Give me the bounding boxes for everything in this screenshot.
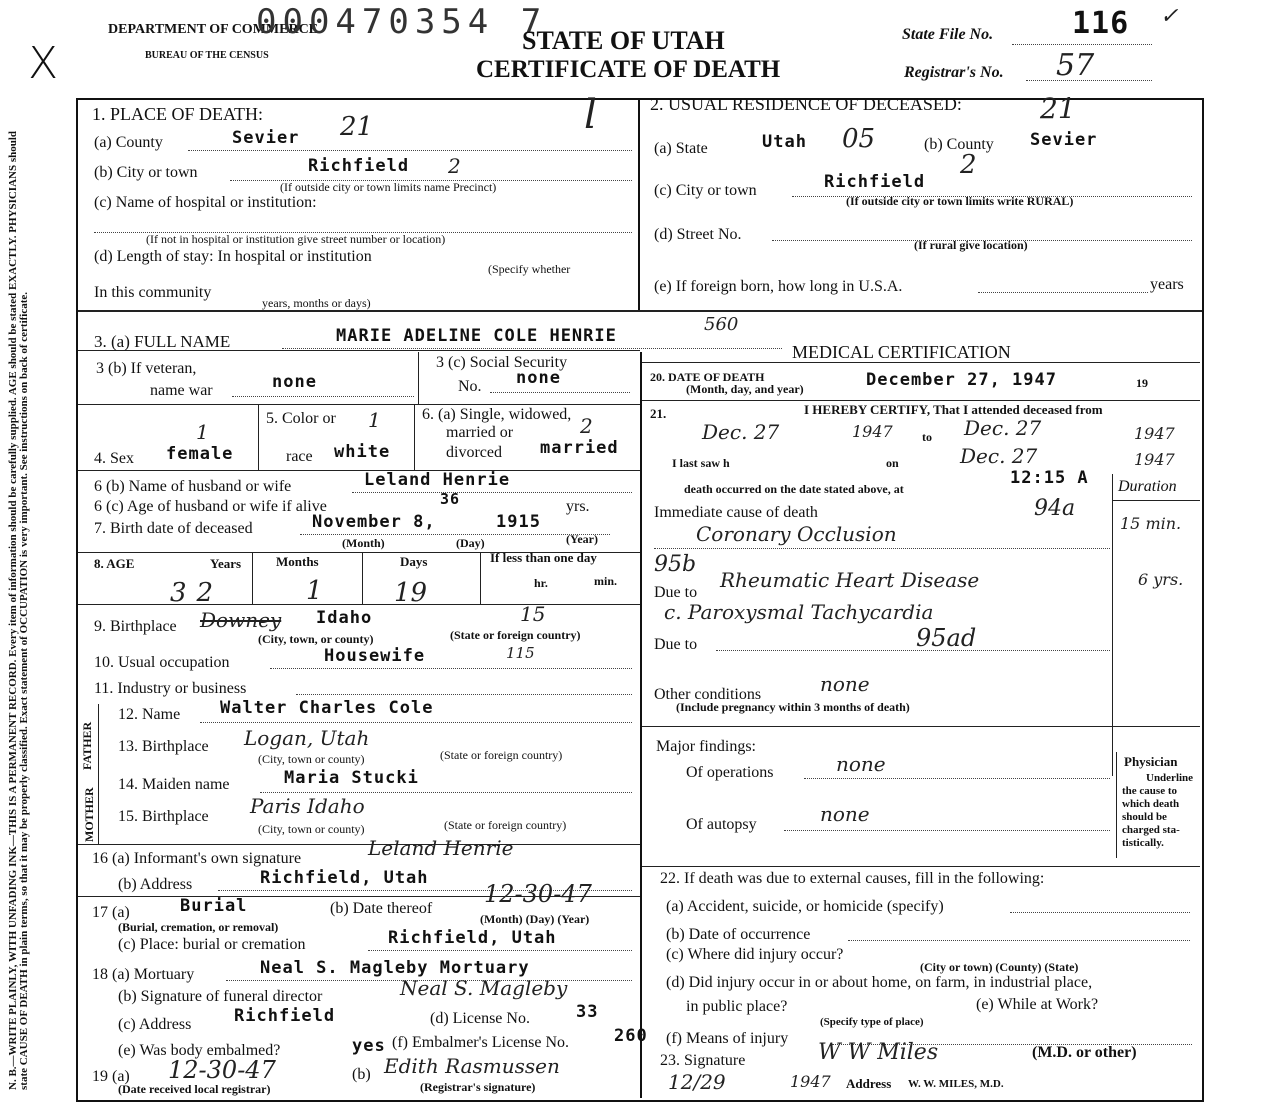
mortuary: Neal S. Magleby Mortuary: [260, 958, 530, 978]
informant-address: Richfield, Utah: [260, 868, 429, 888]
registrar-no: 57: [1056, 48, 1095, 83]
mother-maiden: Maria Stucki: [284, 768, 419, 788]
death-county: Sevier: [232, 128, 300, 148]
age-years: 32: [170, 578, 224, 608]
marital-status: married: [540, 438, 619, 458]
attended-to: Dec. 27: [964, 416, 1042, 440]
age-months: 1: [306, 576, 323, 606]
immediate-cause: Coronary Occlusion: [696, 522, 897, 546]
embalmed: yes: [352, 1036, 386, 1056]
sex: female: [166, 444, 234, 464]
residence-heading: 2. USUAL RESIDENCE OF DECEASED:: [650, 94, 962, 114]
age-days: 19: [394, 578, 428, 608]
death-city: Richfield: [308, 156, 410, 176]
received-date: 12-30-47: [168, 1056, 276, 1084]
certificate-title: CERTIFICATE OF DEATH: [476, 56, 781, 83]
physician-signature: W W Miles: [818, 1040, 939, 1065]
birth-date: November 8,: [312, 512, 436, 532]
state-file-no: 116: [1072, 6, 1130, 41]
department: DEPARTMENT OF COMMERCE: [108, 22, 319, 37]
birthplace: Idaho: [316, 608, 373, 628]
ssn: none: [516, 368, 561, 388]
death-time: 12:15 A: [1010, 468, 1089, 488]
mortuary-address: Richfield: [234, 1006, 336, 1026]
informant-signature: Leland Henrie: [368, 836, 514, 860]
death-certificate-page: N. B.—WRITE PLAINLY, WITH UNFADING INK—THIS IS A PERMANENT RECORD. Every item of information should be carefully supplied. AGE should be stated EXACTLY. PHYSICIANS should state CAUSE OF DEATH in plain terms, so that it may be properly classified. Exact statement of OCCUPATION is very important. See instructions on back of certificate. X DEPARTMENT OF COMMERCE BUREAU OF THE CENSUS 000470354 7 STATE OF UTAH CERTIFICATE OF DEATH State File No. 116 ✓ Registrar's No. 57 1. PLACE OF DEATH: (a) County Sevier 21 l (b) City or town Richfield 2 (If outside city or town limits name Precinct) (c) Name of hospital or institution: (If not in hospital or institution give street number or location) (d) Length of stay: In hospital or institution (Specify whether In this community years, months or days) 2. USUAL RESIDENCE OF DECEASED: 21 (a) State Utah 05 (b) County Sevier (c) City or town Richfield 2 (If outside city or town limits write RURAL) (d) Street No. (If rural give location) (e) If foreign born, how long in U.S.A. years 3. (a) FULL NAME MARIE ADELINE COLE HENRIE 560 3 (b) If veteran, name war none 3 (c) Social Security No. none 4. Sex female 1 5. Color or race white 1 6. (a) Single, widowed, married or divorced married 2 6 (b) Name of husband or wife Leland Henrie 6 (c) Age of husband or wife if alive 36 yrs. 7. Birth date of deceased November 8, 1915 (Month) (Day) (Year) 8. AGE Years Months Days If less than one day 32 1 19 hr. min. 9. Birthplace Downey Idaho 15 (City, town, or county) (State or foreign country) 10. Usual occupation Housewife 115 11. Industry or business FATHER MOTHER 12. Name Walter Charles Cole 13. Birthplace Logan, Utah (City, town or county) (State or foreign country) 14. Maiden name Maria Stucki 15. Birthplace Paris Idaho (City, town or county) (State or foreign country) 16 (a) Informant's own signature Leland Henrie (b) Address Richfield, Utah 17 (a) Burial (Burial, cremation, or removal) (b) Date thereof 12-30-47 (Month) (Day) (Year) (c) Place: burial or cremation Richfield, Utah 18 (a) Mortuary Neal S. Magleby Mortuary (b) Signature of funeral director Neal S. Magleby (c) Address Richfield (d) License No. 33 (e) Was body embalmed? yes (f) Embalmer's License No. 260 19 (a) 12-30-47 (Date received local registrar) (b) Edith Rasmussen (Registrar's signature) MEDICAL CERTIFICATION 20. DATE OF DEATH (Month, day, and year) December 27, 1947 19 21. I HEREBY CERTIFY, That I attended deceased from Dec. 27 1947 to Dec. 27 1947 I last saw h on Dec. 27 1947 death occurred on the date stated above, at 12:15 A Duration Immediate cause of death 94a Coronary Occlusion 15 min. 95b Due to Rheumatic Heart Disease 6 yrs. c. Paroxysmal Tachycardia 95ad Due to Other conditions none (Include pregnancy within 3 months of death) Major findings: Of operations none Of autopsy none Physician Underline the cause to which death should be charged sta- tistically. 22. If death was due to external causes, fill in the following: (a) Accident, suicide, or homicide (specify) (b) Date of occurrence (c) Where did injury occur? (City or town) (County) (State) (d) Did injury occur in or about home, on farm, in industrial place, in public place? (e) While at Work? (Specify type of place) (f) Means of injury 23. Signature W W Miles (M.D. or other) 12/29 1947 Address W. W. MILES, M.D.: [0, 0, 1270, 1106]
registrar-label: Registrar's No.: [904, 64, 1004, 81]
spouse: Leland Henrie: [364, 470, 511, 490]
printed-physician: W. W. MILES, M.D.: [908, 1078, 1004, 1090]
father-name: Walter Charles Cole: [220, 698, 434, 718]
bureau: BUREAU OF THE CENSUS: [145, 50, 269, 61]
state-file-label: State File No.: [902, 26, 994, 43]
res-state: Utah: [762, 132, 807, 152]
mother-birthplace: Paris Idaho: [250, 794, 365, 818]
director-license: 33: [576, 1002, 599, 1022]
last-saw: Dec. 27: [960, 444, 1038, 468]
embalmer-license: 260: [614, 1026, 648, 1046]
serial-number: 000470354 7: [256, 2, 548, 42]
res-county: Sevier: [1030, 130, 1098, 150]
father-birthplace: Logan, Utah: [244, 726, 370, 750]
due-to-2: c. Paroxysmal Tachycardia: [664, 600, 934, 624]
other-conditions: none: [820, 672, 870, 696]
corner-check: ✓: [1160, 4, 1179, 29]
res-city: Richfield: [824, 172, 926, 192]
spouse-age: 36: [440, 490, 461, 508]
attended-from: Dec. 27: [702, 420, 780, 444]
full-name: MARIE ADELINE COLE HENRIE: [336, 326, 617, 346]
autopsy-findings: none: [820, 802, 870, 826]
burial-date: 12-30-47: [484, 880, 592, 908]
burial-method: Burial: [180, 896, 248, 916]
medical-heading: MEDICAL CERTIFICATION: [792, 342, 1011, 362]
occupation: Housewife: [324, 646, 426, 666]
operations-findings: none: [836, 752, 886, 776]
registrar-signature: Edith Rasmussen: [384, 1054, 560, 1078]
state-title: STATE OF UTAH: [522, 26, 725, 55]
signature-date: 12/29: [668, 1070, 726, 1094]
director-signature: Neal S. Magleby: [400, 976, 568, 1000]
veteran: none: [272, 372, 317, 392]
place-of-death-heading: 1. PLACE OF DEATH:: [92, 104, 264, 124]
race: white: [334, 442, 391, 462]
side-instructions: N. B.—WRITE PLAINLY, WITH UNFADING INK—THIS IS A PERMANENT RECORD. Every item of information should be carefully supplied. AGE should be stated EXACTLY. PHYSICIANS should state CAUSE OF DEATH in plain terms, so that it may be properly classified. Exact statement of OCCUPATION is very important. See instructions on back of certificate.: [7, 130, 30, 1090]
burial-place: Richfield, Utah: [388, 928, 557, 948]
due-to-1: Rheumatic Heart Disease: [720, 568, 980, 592]
x-mark: X: [28, 38, 59, 89]
death-date: December 27, 1947: [866, 370, 1057, 390]
birth-year: 1915: [496, 512, 541, 532]
